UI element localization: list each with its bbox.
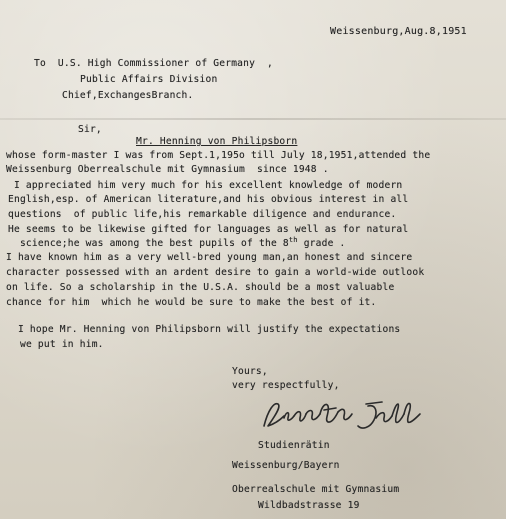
body-line-1: whose form-master I was from Sept.1,195o till July 18,1951,attended the xyxy=(6,150,431,161)
body-line-3: I appreciated him very much for his excellent knowledge of modern xyxy=(8,180,403,191)
closing-yours: Yours, xyxy=(232,366,268,377)
body-line-8: I have known him as a very well-bred young man,an honest and sincere xyxy=(6,252,413,263)
body-line-2: Weissenburg Oberrealschule mit Gymnasium since 1948 . xyxy=(6,164,329,175)
body-line-11: chance for him which he would be sure to make the best of it. xyxy=(6,297,377,308)
handwritten-signature xyxy=(258,396,428,436)
grade-word: grade . xyxy=(297,238,346,249)
closing-line-2: we put in him. xyxy=(20,339,104,350)
body-line-10: on life. So a scholarship in the U.S.A. should be a most valuable xyxy=(6,282,395,293)
body-line-7 xyxy=(8,235,346,250)
body-line-7-text: science;he was among the best pupils of the 8 xyxy=(8,238,289,249)
signer-city: Weissenburg/Bayern xyxy=(232,460,340,471)
address-line-3: Chief,ExchangesBranch. xyxy=(62,90,194,101)
letter-date: Weissenburg,Aug.8,1951 xyxy=(330,26,467,37)
body-line-9: character possessed with an ardent desire to gain a world-wide outlook xyxy=(6,267,425,278)
subject-name: Mr. Henning von Philipsborn xyxy=(136,136,298,147)
body-line-6: He seems to be likewise gifted for languages as well as for natural xyxy=(8,224,409,235)
school-street: Wildbadstrasse 19 xyxy=(258,500,360,511)
body-line-5: questions of public life,his remarkable diligence and endurance. xyxy=(8,209,397,220)
address-line-1: To U.S. High Commissioner of Germany , xyxy=(34,58,274,69)
closing-line-1: I hope Mr. Henning von Philipsborn will justify the expectations xyxy=(6,324,401,335)
ordinal-suffix: th xyxy=(288,235,298,244)
closing-respectfully: very respectfully, xyxy=(232,380,340,391)
body-line-4: English,esp. of American literature,and his obvious interest in all xyxy=(8,194,409,205)
signer-title: Studienrätin xyxy=(258,440,330,451)
paper-fold xyxy=(0,118,506,120)
address-line-2: Public Affairs Division xyxy=(80,74,218,85)
salutation: Sir, xyxy=(78,124,102,135)
school-name: Oberrealschule mit Gymnasium xyxy=(232,484,400,495)
